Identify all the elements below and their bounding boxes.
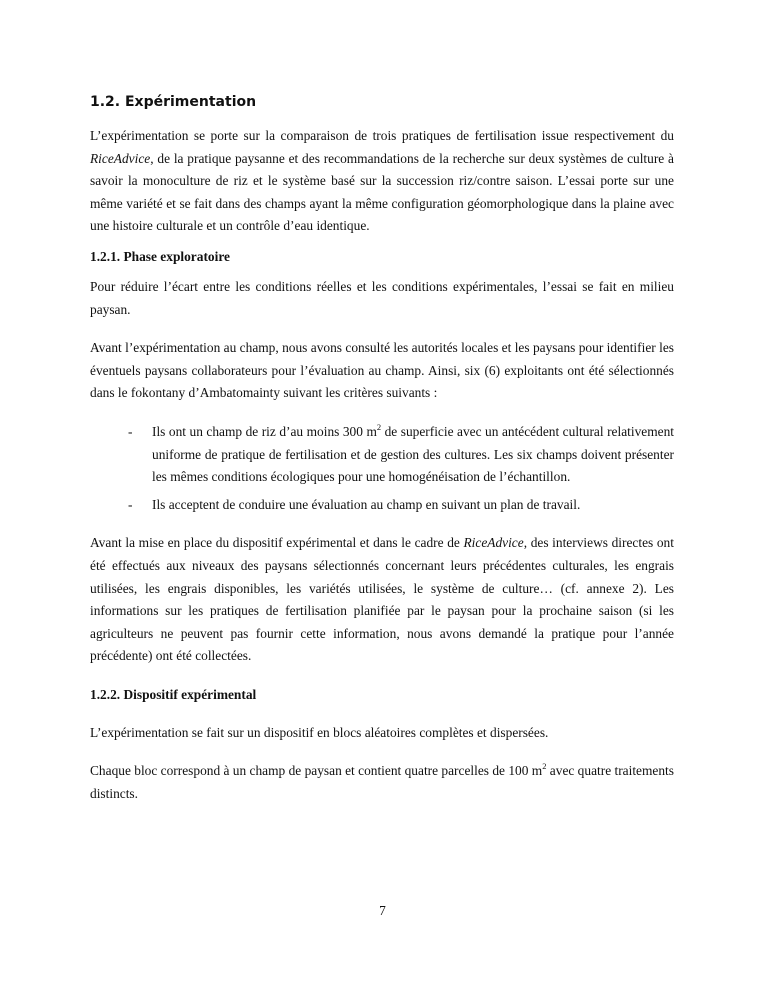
- intro-text-2: , de la pratique paysanne et des recommandations de la recherche sur deux systèmes de culture à savoir la monoculture de riz et le système basé sur la succession riz/contre saison. L’essai porte sur une même variété et se fait dans des champs ayant la même configuration géomorphologique dans la plaine avec une histoire culturale et un contrôle d’eau identique.: [90, 150, 674, 234]
- dispositif-paragraph-2: [90, 760, 674, 805]
- superscript-2: 2: [376, 421, 382, 432]
- dispositif-paragraph-1: L’expérimentation se fait sur un dispositif en blocs aléatoires complètes et dispersées.: [90, 724, 549, 740]
- dispositif-p2-text-b: avec quatre traitements distincts.: [90, 763, 674, 802]
- list-item: [128, 421, 674, 489]
- phase-paragraph-3: [90, 532, 674, 668]
- dispositif-p2-text-a: Chaque bloc correspond à un champ de paysan et contient quatre parcelles de 100 m: [90, 763, 543, 779]
- riceadvice-term: RiceAdvice: [90, 150, 151, 166]
- dash-bullet: -: [128, 423, 133, 439]
- section-title: 1.2. Expérimentation: [90, 94, 257, 110]
- riceadvice-term: RiceAdvice: [463, 535, 524, 551]
- criteria-list: [128, 421, 674, 516]
- dash-bullet: -: [128, 496, 133, 512]
- criterion-1-text-b: de superficie avec un antécédent cultural relativement uniforme de pratique de fertilisation et de gestion des cultures. Les six champs doivent présenter les mêmes conditions écologiques pour une homogénéisation de l’échantillon.: [152, 423, 674, 485]
- p3-text-2: , des interviews directes ont été effectués aux niveaux des paysans sélectionnés concernant leurs précédentes culturales, les engrais utilisées, les engrais disponibles, les variétés utilisées, le système de culture… (cf. annexe 2). Les informations sur les pratiques de fertilisation planifiée par le paysan pour la prochaine saison (si les agriculteurs ne peuvent pas fournir cette information, nous avons demandé la pratique pour l’année précédente) ont été collectées.: [90, 535, 674, 664]
- page-content: [90, 92, 674, 806]
- list-item: [128, 494, 674, 517]
- phase-exploratoire-title: 1.2.1. Phase exploratoire: [90, 248, 230, 264]
- p3-text-1: Avant la mise en place du dispositif expérimental et dans le cadre de: [90, 535, 464, 551]
- intro-text-1: L’expérimentation se porte sur la comparaison de trois pratiques de fertilisation issue respectivement du: [90, 128, 674, 143]
- dispositif-title: 1.2.2. Dispositif expérimental: [90, 686, 257, 702]
- criterion-1-text-a: Ils ont un champ de riz d’au moins 300 m: [152, 423, 377, 439]
- intro-paragraph: [90, 125, 674, 238]
- phase-paragraph-2: Avant l’expérimentation au champ, nous avons consulté les autorités locales et les paysans pour identifier les éventuels paysans collaborateurs pour l’évaluation au champ. Ainsi, six (6) exploitants ont été sélectionnés dans le fokontany d’Ambatomainty suivant les critères suivants :: [90, 340, 674, 401]
- criterion-2-text: Ils acceptent de conduire une évaluation au champ en suivant un plan de travail.: [152, 496, 581, 512]
- superscript-2: 2: [542, 761, 547, 772]
- phase-paragraph-1: Pour réduire l’écart entre les conditions réelles et les conditions expérimentales, l’essai se fait en milieu paysan.: [90, 278, 674, 317]
- page-number: 7: [379, 903, 386, 918]
